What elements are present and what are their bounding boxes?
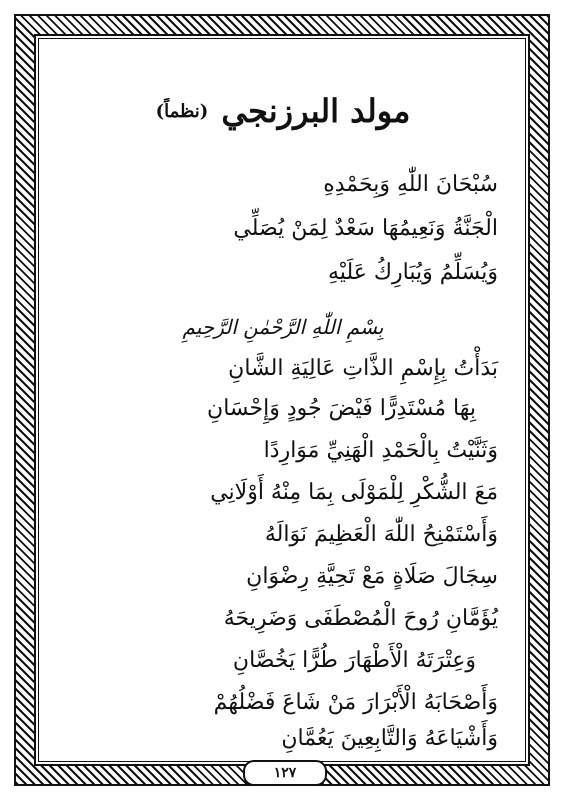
intro-verse: الْجَنَّةُ وَنَعِيمُهَا سَعْدٌ لِمَنْ يُصَلِّي <box>233 216 498 241</box>
verse-line: وَثَنَّيْتُ بِالْحَمْدِ الْهَنِيِّ مَوَارِدًا <box>263 438 498 463</box>
verse-line: بِهَا مُسْتَدِرًّا فَيْضَ جُودٍ وَإِحْسَانِ <box>207 396 476 421</box>
verse-line: يُؤَمَّانِ رُوحَ الْمُصْطَفَى وَضَرِيحَهُ <box>223 606 498 631</box>
verse-line: وَأَسْتَمْنِحُ اللّٰهَ الْعَظِيمَ نَوَالَهُ <box>264 522 498 547</box>
title-block <box>60 92 506 130</box>
title-note: (نظماً) <box>155 100 209 122</box>
poem-content <box>60 70 506 750</box>
verse-line: مَعَ الشُّكْرِ لِلْمَوْلَى بِمَا مِنْهُ أَوْلَانِي <box>210 480 498 505</box>
intro-verse: وَيُسَلِّمُ وَيُبَارِكُ عَلَيْهِ <box>328 260 498 285</box>
verse-line: بَدَأْتُ بِإِسْمِ الذَّاتِ عَالِيَةِ الشَّانِ <box>228 356 498 381</box>
page-number: ١٢٧ <box>243 760 327 786</box>
verse-line: وَأَصْحَابَهُ الْأَبْرَارَ مَنْ شَاعَ فَضْلُهُمْ <box>213 690 498 715</box>
verse-line: وَأَشْيَاعَهُ وَالتَّابِعِينَ يَعُمَّانِ <box>281 726 498 751</box>
verse-line: سِجَالَ صَلَاةٍ مَعْ تَحِيَّةِ رِضْوَانِ <box>246 564 498 589</box>
intro-verse: سُبْحَانَ اللّٰهِ وَبِحَمْدِهِ <box>323 172 498 197</box>
verse-line: وَعِتْرَتَهُ الْأَطْهَارَ طُرًّا يَخُصَّانِ <box>232 648 476 673</box>
basmala: بِسْمِ اللّٰهِ الرَّحْمٰنِ الرَّحِيمِ <box>182 315 384 339</box>
page-title: مولد البرزنجي <box>221 92 411 130</box>
